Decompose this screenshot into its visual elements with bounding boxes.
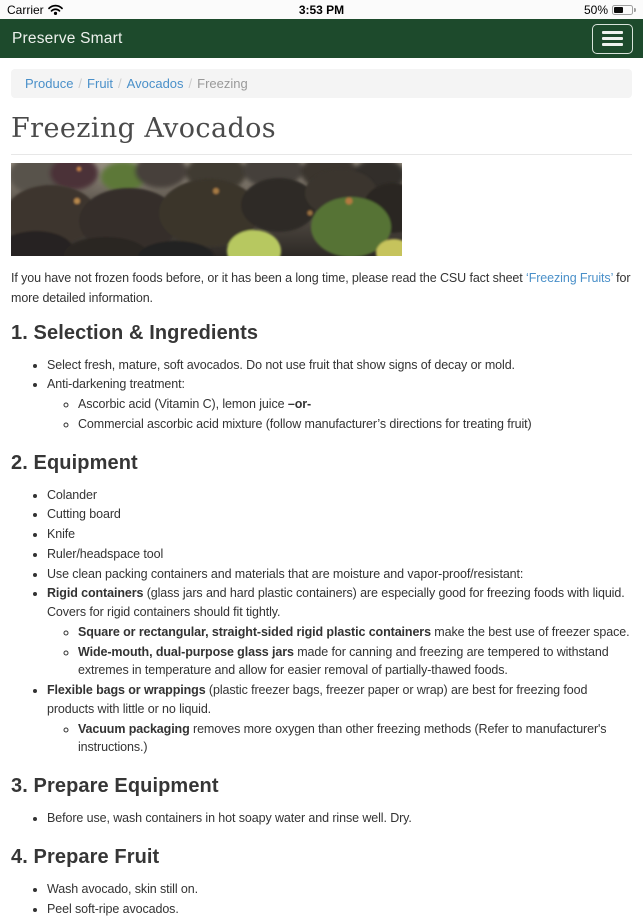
freezing-fruits-link[interactable]: ‘Freezing Fruits’ [526, 271, 613, 285]
list-item: ◦ Vacuum packaging removes more oxygen than other freezing methods (Refer to manufacturer's instructions.) [78, 720, 632, 758]
avocados-photo [11, 163, 402, 256]
list-item: • Colander [47, 486, 632, 505]
page-title: Freezing Avocados [11, 113, 632, 144]
list-item: • Wash avocado, skin still on. [47, 880, 632, 899]
list-item: ◦ Commercial ascorbic acid mixture (follow manufacturer’s directions for treating fruit) [78, 415, 632, 434]
anti-darkening-sublist [47, 395, 632, 434]
list-item: ◦ Wide-mouth, dual-purpose glass jars made for canning and freezing are tempered to withstand extremes in temperature and allow for easier removal of partially-thawed foods. [78, 643, 632, 681]
section-heading-prepare-fruit: 4. Prepare Fruit [11, 846, 632, 869]
list-item: • Knife [47, 525, 632, 544]
status-right [584, 3, 636, 17]
app-title: Preserve Smart [12, 30, 122, 48]
breadcrumb [11, 69, 632, 98]
list-item: • Cutting board [47, 505, 632, 524]
prepare-equipment-list [11, 809, 632, 828]
rigid-containers-sublist [47, 623, 632, 680]
list-item: ◦ Square or rectangular, straight-sided rigid plastic containers make the best use of freezer space. [78, 623, 632, 642]
status-left [7, 3, 63, 17]
carrier-label: Carrier [7, 3, 44, 17]
breadcrumb-link-fruit[interactable]: Fruit [87, 76, 113, 91]
hamburger-menu-button[interactable] [592, 24, 633, 54]
list-item: • Flexible bags or wrappings (plastic freezer bags, freezer paper or wrap) are best for freezing food products with little or no liquid. ◦ Vacuum packaging removes more oxygen than other freezing methods (Refer to manufacturer's instructions.) [47, 681, 632, 757]
app-header [0, 19, 643, 58]
breadcrumb-separator: / [73, 76, 87, 91]
breadcrumb-link-avocados[interactable]: Avocados [127, 76, 184, 91]
list-item: • Ruler/headspace tool [47, 545, 632, 564]
prepare-fruit-list [11, 880, 632, 918]
intro-paragraph: If you have not frozen foods before, or it has been a long time, please read the CSU fact sheet ‘Freezing Fruits’ for more detailed information. [11, 269, 632, 309]
wifi-icon [48, 4, 63, 15]
battery-percent: 50% [584, 3, 608, 17]
section-heading-selection: 1. Selection & Ingredients [11, 322, 632, 345]
breadcrumb-separator: / [113, 76, 127, 91]
flexible-bags-sublist [47, 720, 632, 758]
breadcrumb-link-produce[interactable]: Produce [25, 76, 73, 91]
breadcrumb-separator: / [184, 76, 198, 91]
list-item: • Before use, wash containers in hot soapy water and rinse well. Dry. [47, 809, 632, 828]
list-item: ◦ Ascorbic acid (Vitamin C), lemon juice –or- [78, 395, 632, 414]
battery-icon [612, 5, 636, 15]
clock: 3:53 PM [0, 3, 643, 17]
list-item: • Use clean packing containers and materials that are moisture and vapor-proof/resistant: [47, 565, 632, 584]
list-item: • Select fresh, mature, soft avocados. Do not use fruit that show signs of decay or mold. [47, 356, 632, 375]
status-bar [0, 0, 643, 19]
section-heading-equipment: 2. Equipment [11, 452, 632, 475]
selection-list [11, 356, 632, 434]
list-item: • Anti-darkening treatment: ◦ Ascorbic acid (Vitamin C), lemon juice –or- ◦ Commercial ascorbic acid mixture (follow manufacturer’s directions for treating fruit) [47, 375, 632, 433]
list-item: • Peel soft-ripe avocados. [47, 900, 632, 918]
title-divider [11, 154, 632, 155]
hamburger-icon [602, 31, 623, 34]
list-item: • Rigid containers (glass jars and hard plastic containers) are especially good for freezing foods with liquid. Covers for rigid containers should fit tightly. ◦ Square or rectangular, straight-sided rigid plastic containers make the best use of freezer space. ◦ Wide-mouth, dual-purpose glass jars made for canning and freezing are tempered to withstand extremes in temperature and allow for easier removal of partially-thawed foods. [47, 584, 632, 680]
page-content [0, 69, 643, 918]
section-heading-prepare-equipment: 3. Prepare Equipment [11, 775, 632, 798]
equipment-list [11, 486, 632, 758]
breadcrumb-current: Freezing [197, 76, 248, 91]
